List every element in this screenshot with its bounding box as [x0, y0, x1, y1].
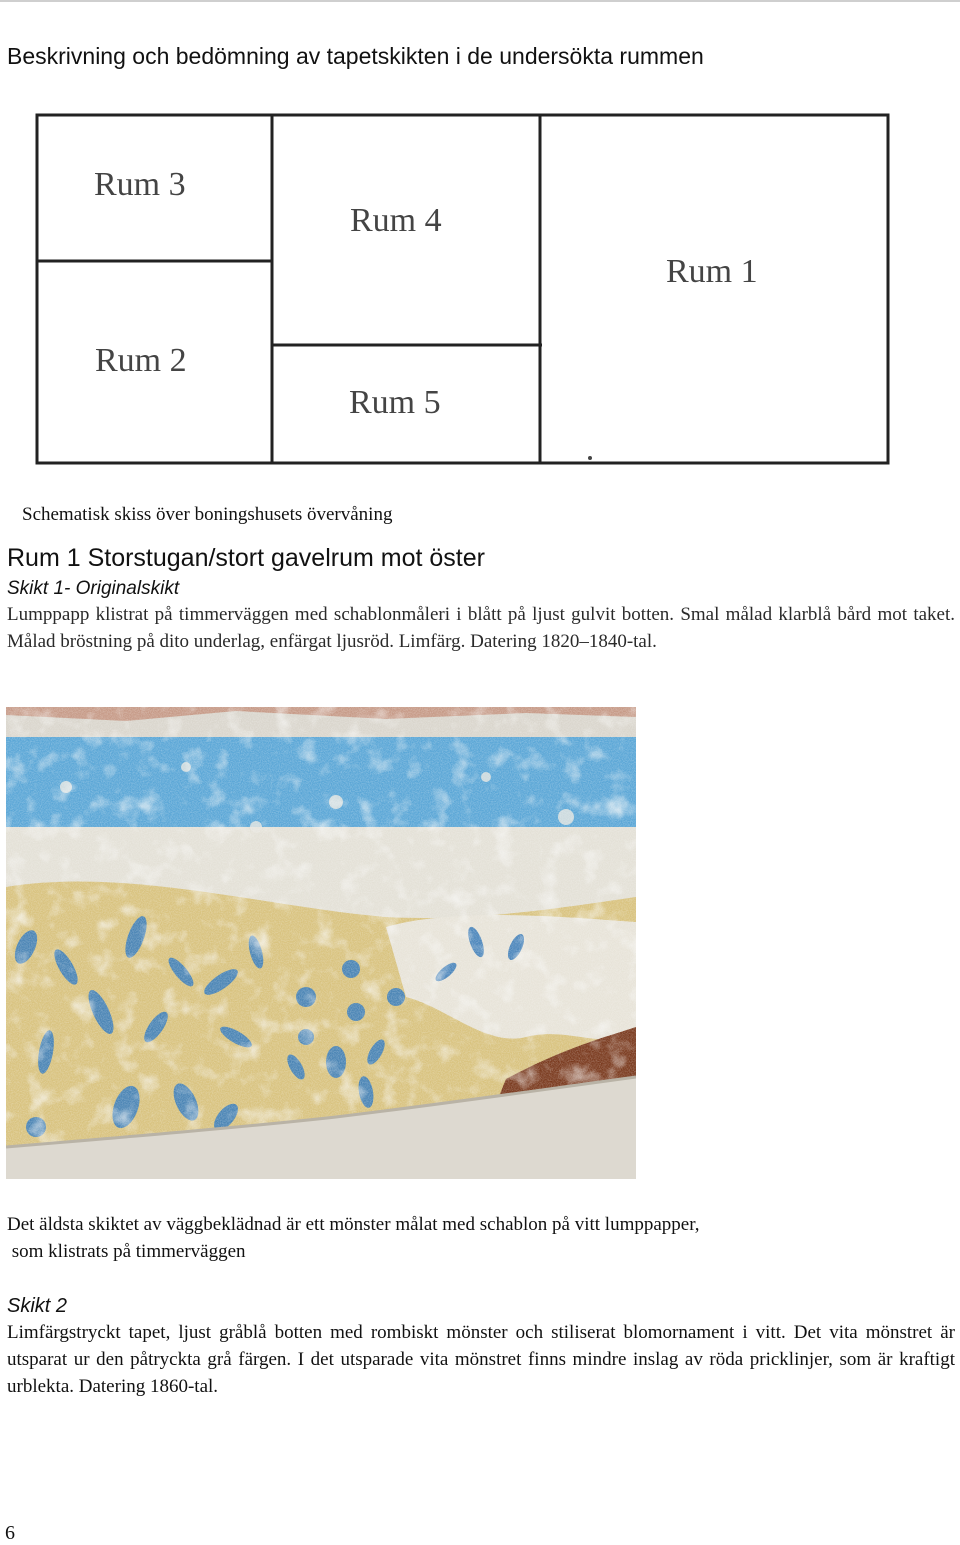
page-number: 6	[5, 1522, 15, 1544]
photo-caption-line1: Det äldsta skiktet av väggbeklädnad är ett mönster målat med schablon på vitt lumppapper,	[7, 1214, 700, 1235]
floor-plan-caption: Schematisk skiss över boningshusets övervåning	[22, 504, 393, 525]
layer2-heading: Skikt 2	[7, 1295, 68, 1317]
photo-caption	[7, 1211, 907, 1265]
document-title: Beskrivning och bedömning av tapetskikten i de undersökta rummen	[7, 43, 704, 69]
layer1-heading: Skikt 1- Originalskikt	[7, 578, 180, 599]
wallpaper-stencil-photo	[6, 707, 636, 1179]
page-top-rule	[0, 0, 960, 2]
layer2-description: Limfärgstryckt tapet, ljust gråblå botten med rombiskt mönster och stiliserat blomornament i vitt. Det vita mönstret är utsparat ur den påtryckta grå färgen. I det utsparade vita mönstret finns mindre inslag av röda pricklinjer, som är kraftigt urblekta. Datering 1860-tal.	[7, 1322, 955, 1397]
plan-mark	[588, 456, 592, 460]
room-label-rum3: Rum 3	[94, 166, 186, 203]
floor-plan-sketch	[30, 108, 900, 473]
room-heading: Rum 1 Storstugan/stort gavelrum mot öster	[7, 544, 485, 572]
room-label-rum4: Rum 4	[350, 202, 442, 239]
room-label-rum2: Rum 2	[95, 342, 187, 379]
layer1-description: Lumppapp klistrat på timmerväggen med schablonmåleri i blått på ljust gulvit botten. Smal målad klarblå bård mot taket. Målad bröstning på dito underlag, enfärgat ljusröd. Limfärg. Datering 1820–1840-tal.	[7, 604, 955, 652]
room-label-rum1: Rum 1	[666, 253, 758, 290]
room-label-rum5: Rum 5	[349, 384, 441, 421]
photo-caption-line2: som klistrats på timmerväggen	[7, 1241, 246, 1262]
